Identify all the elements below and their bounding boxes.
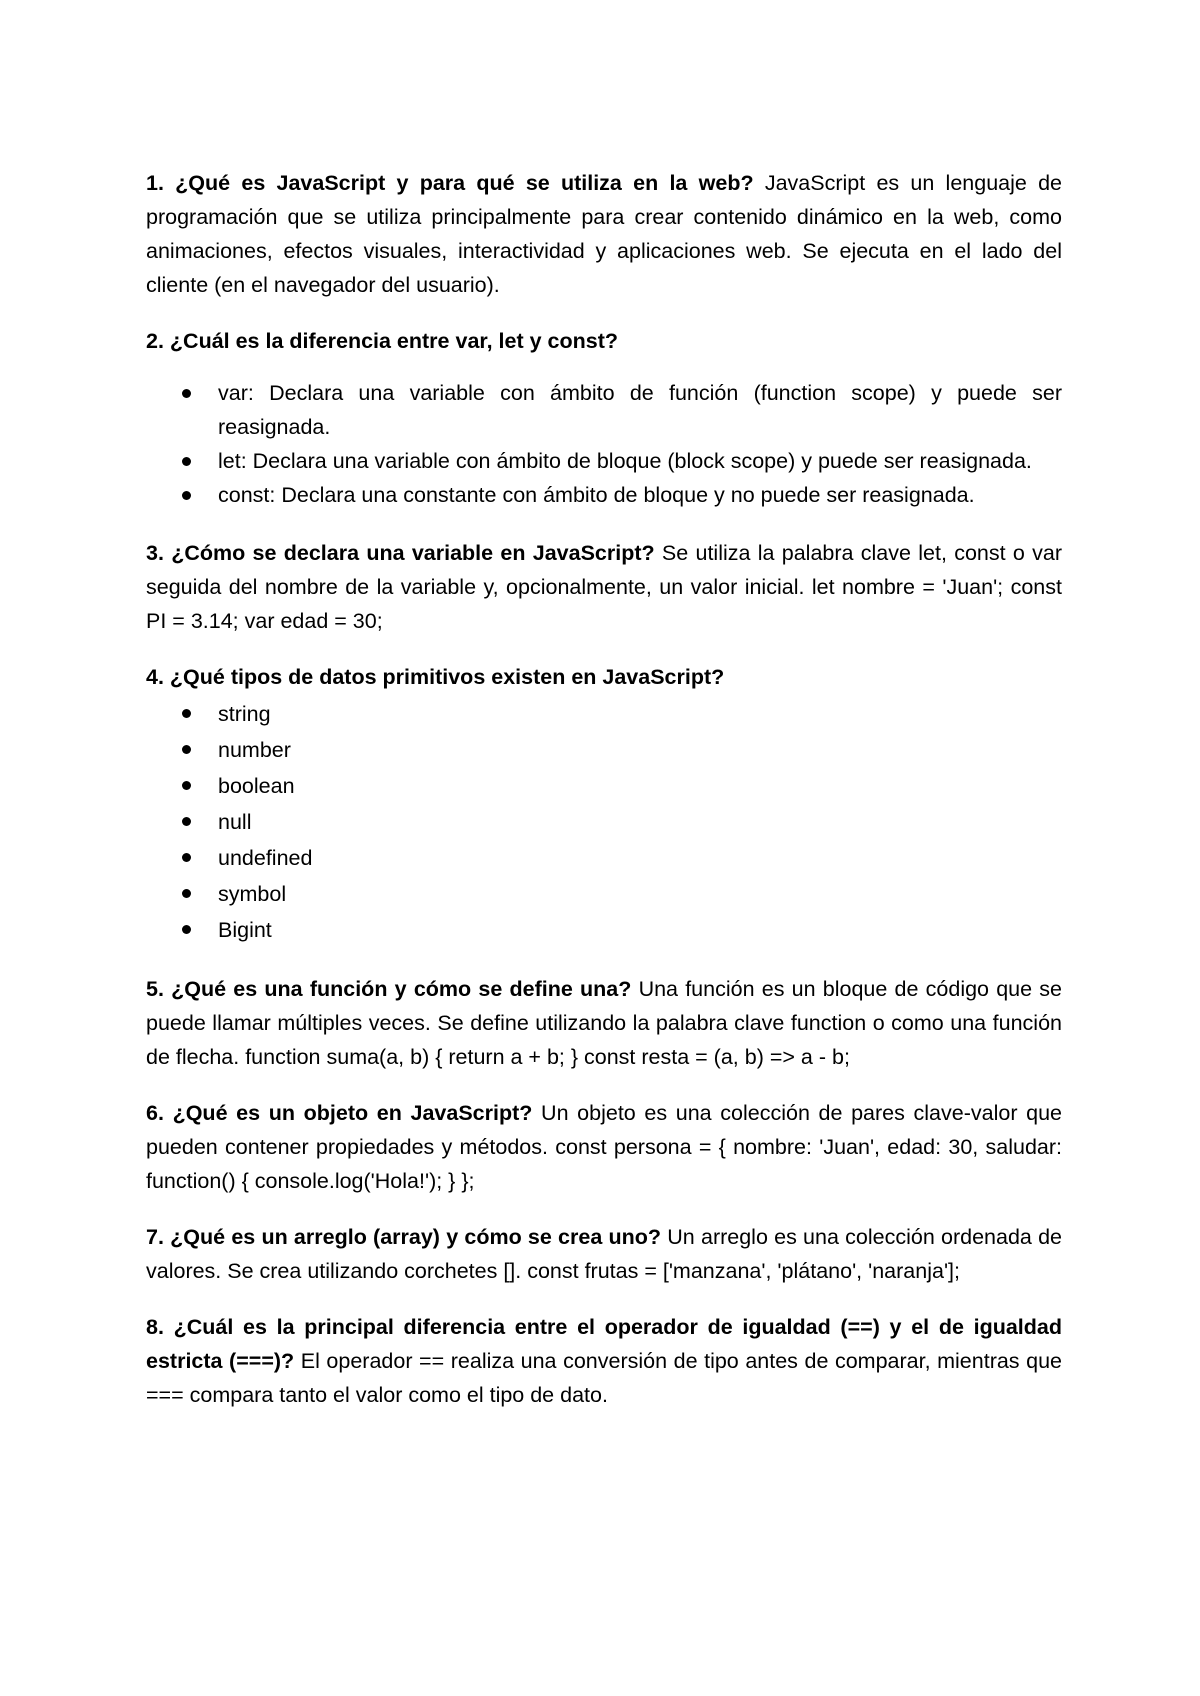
bullet-icon [182, 457, 191, 466]
question-2-list [146, 376, 1062, 512]
list-item: const: Declara una constante con ámbito de bloque y no puede ser reasignada. [146, 478, 1062, 512]
question-6-answer: Un objeto es una colección de pares clave-valor que pueden contener propiedades y métodos. const persona = { nombre: 'Juan', edad: 30, saludar: function() { console.log('Hola!'); } }; [146, 1101, 1062, 1193]
list-item: number [146, 732, 1062, 768]
list-item: let: Declara una variable con ámbito de bloque (block scope) y puede ser reasignada. [146, 444, 1062, 478]
bullet-icon [182, 491, 191, 500]
question-7-title: 7. ¿Qué es un arreglo (array) y cómo se crea uno? [146, 1225, 662, 1249]
question-5 [146, 972, 1062, 1074]
question-5-title: 5. ¿Qué es una función y cómo se define una? [146, 977, 632, 1001]
question-3-title: 3. ¿Cómo se declara una variable en JavaScript? [146, 541, 655, 565]
question-8 [146, 1310, 1062, 1412]
question-6 [146, 1096, 1062, 1198]
bullet-icon [182, 389, 191, 398]
question-7 [146, 1220, 1062, 1288]
question-5-answer: Una función es un bloque de código que se puede llamar múltiples veces. Se define utilizando la palabra clave function o como una función de flecha. function suma(a, b) { return a + b; } const resta = (a, b) => a - b; [146, 977, 1062, 1069]
bullet-icon [182, 925, 191, 934]
list-item: symbol [146, 876, 1062, 912]
question-4 [146, 660, 1062, 694]
bullet-icon [182, 745, 191, 754]
question-4-list [146, 696, 1062, 948]
question-3-answer: Se utiliza la palabra clave let, const o var seguida del nombre de la variable y, opcionalmente, un valor inicial. let nombre = 'Juan'; const PI = 3.14; var edad = 30; [146, 541, 1062, 633]
question-8-title: 8. ¿Cuál es la principal diferencia entre el operador de igualdad (==) y el de igualdad estricta (===)? [146, 1315, 1062, 1373]
question-2-title: 2. ¿Cuál es la diferencia entre var, let y const? [146, 329, 618, 353]
question-2 [146, 324, 1062, 358]
question-6-title: 6. ¿Qué es un objeto en JavaScript? [146, 1101, 533, 1125]
question-4-title: 4. ¿Qué tipos de datos primitivos existen en JavaScript? [146, 665, 725, 689]
bullet-icon [182, 781, 191, 790]
bullet-icon [182, 817, 191, 826]
list-item: var: Declara una variable con ámbito de función (function scope) y puede ser reasignada. [146, 376, 1062, 444]
question-1 [146, 166, 1062, 302]
bullet-icon [182, 709, 191, 718]
question-3 [146, 536, 1062, 638]
question-8-answer: El operador == realiza una conversión de tipo antes de comparar, mientras que === compara tanto el valor como el tipo de dato. [146, 1349, 1062, 1407]
bullet-icon [182, 889, 191, 898]
list-item: Bigint [146, 912, 1062, 948]
list-item: string [146, 696, 1062, 732]
question-1-title: 1. ¿Qué es JavaScript y para qué se utiliza en la web? [146, 171, 754, 195]
question-1-answer: JavaScript es un lenguaje de programación que se utiliza principalmente para crear contenido dinámico en la web, como animaciones, efectos visuales, interactividad y aplicaciones web. Se ejecuta en el lado del cliente (en el navegador del usuario). [146, 171, 1062, 297]
question-7-answer: Un arreglo es una colección ordenada de valores. Se crea utilizando corchetes []. const frutas = ['manzana', 'plátano', 'naranja']; [146, 1225, 1062, 1283]
list-item: undefined [146, 840, 1062, 876]
list-item: null [146, 804, 1062, 840]
list-item: boolean [146, 768, 1062, 804]
bullet-icon [182, 853, 191, 862]
